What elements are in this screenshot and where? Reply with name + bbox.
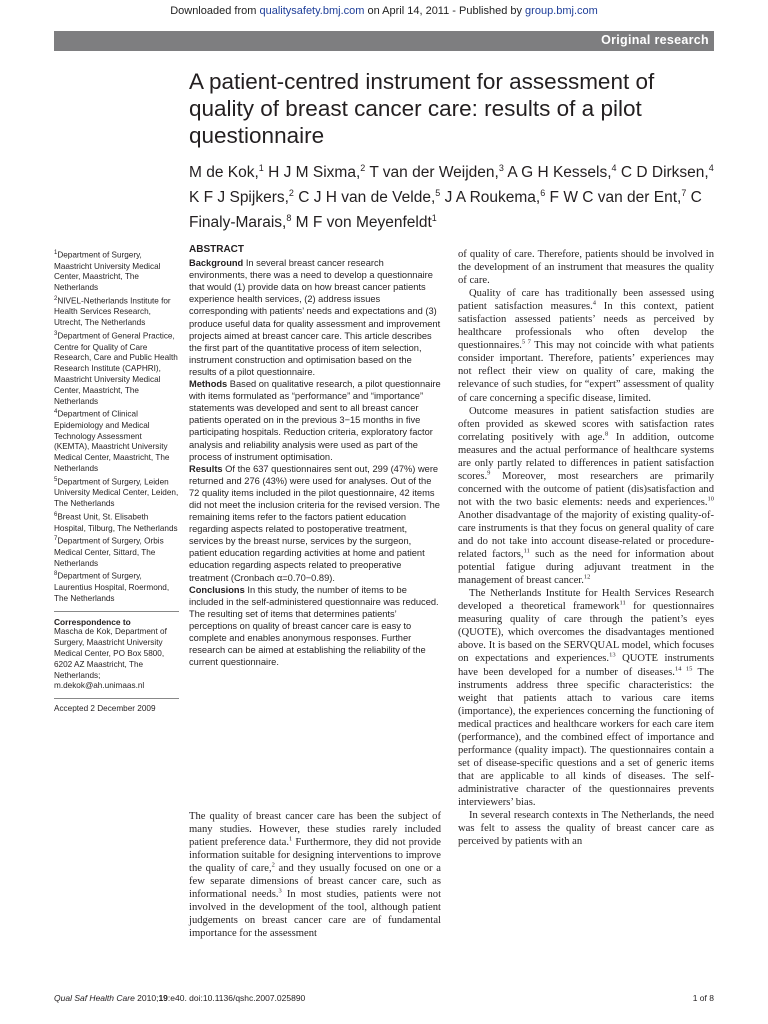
affiliation-number: 4	[54, 409, 58, 416]
body-text-segment: In most studies, patients were not involved in the development of the tool, although patient judgements on breast cancer care are of fundamental importance for the assessment	[189, 889, 442, 940]
reference-citation: 9	[487, 469, 491, 477]
reference-citation: 3	[278, 887, 282, 895]
body-text-segment: Moreover, most researchers are primarily concerned with the outcome of patient (dis)satisfaction and not with the two basic elements: needs and experiences.	[458, 470, 714, 508]
body-paragraph	[458, 248, 714, 287]
affiliation-item	[54, 510, 179, 534]
abstract-section	[189, 584, 441, 669]
download-group-link[interactable]: group.bmj.com	[525, 5, 598, 17]
author-affiliation-number: 8	[286, 213, 292, 224]
abstract-section-text: In several breast cancer research environments, there was a need to develop a questionnaire that would (1) provide data on how breast cancer patients experience health services, (2) address issues corresponding with patients’ needs and expectations and (3) produce useful data for quality assessment and improvement projects aimed at breast cancer care. This article describes the first part of the quantitative process of item selection, instrument construction and optimisation based on the results of a pilot questionnaire.	[189, 258, 441, 377]
affiliation-number: 1	[54, 250, 58, 256]
footer-citation	[54, 993, 305, 1003]
divider	[54, 611, 179, 612]
affiliation-item	[54, 407, 179, 475]
author-name: H J M Sixma,	[268, 164, 361, 182]
footer-journal: Qual Saf Health Care	[54, 993, 135, 1003]
body-paragraph	[458, 587, 714, 809]
affiliation-text: Department of Surgery, Laurentius Hospital, Roermond, The Netherlands	[54, 572, 170, 603]
abstract-section	[189, 378, 441, 463]
divider	[54, 698, 179, 699]
affiliation-number: 8	[54, 571, 58, 578]
body-text-segment: and they usually focused on one or a few separate dimensions of breast cancer care, such as informational needs.	[189, 863, 441, 901]
author-affiliation-number: 1	[258, 163, 264, 173]
footer-year: 2010;	[134, 993, 159, 1003]
affiliation-number: 7	[54, 536, 58, 543]
reference-citation: 13	[609, 651, 616, 659]
article-title: A patient-centred instrument for assessment of quality of breast cancer care: results of a pilot questionnaire	[189, 69, 655, 148]
author-affiliation-number: 3	[498, 163, 504, 173]
body-paragraph	[458, 405, 714, 588]
body-text-segment: The Netherlands Institute for Health Services Research developed a theoretical framework	[458, 588, 714, 613]
affiliations-column	[54, 248, 179, 715]
body-text-segment: In addition, outcome measures and the actual performance of healthcare systems are only partly related to differences in patient satisfaction scores.	[458, 431, 714, 482]
author-affiliation-number: 7	[681, 188, 687, 199]
body-text-right	[458, 248, 714, 848]
reference-citation: 11	[523, 547, 530, 555]
author-affiliation-number: 4	[708, 163, 714, 173]
author-affiliation-number: 2	[288, 188, 294, 199]
affiliation-number: 6	[54, 512, 58, 518]
abstract-section-text: In this study, the number of items to be included in the self-administered questionnaire was reduced. The resulting set of items that determines patients’ perceptions on quality of breast cancer care is easy to complete and enables anonymous responses. Further research can be aimed at establishing the reliability of the current questionnaire.	[189, 584, 439, 668]
abstract-section	[189, 463, 441, 584]
author-name: C D Dirksen,	[620, 164, 709, 182]
body-paragraph	[458, 809, 714, 848]
author-affiliation-number: 2	[360, 163, 366, 173]
reference-citation: 2	[271, 861, 275, 869]
author-name: C Finaly-Marais,	[189, 189, 702, 232]
author-affiliation-number: 6	[540, 188, 546, 199]
body-text-segment: of quality of care. Therefore, patients should be involved in the development of an instrument that measures the quality of care.	[458, 249, 714, 287]
correspondence-heading: Correspondence to	[54, 616, 131, 627]
body-text-segment: QUOTE instruments have been developed for a number of diseases.	[458, 653, 714, 678]
section-label: Original research	[601, 33, 709, 47]
reference-citation: 11	[619, 599, 626, 607]
body-text-segment: Outcome measures in patient satisfaction studies are often provided as skewed scores with satisfaction rates correlating positively with age.	[458, 405, 714, 443]
author-affiliation-number: 4	[611, 163, 617, 173]
affiliation-text: Department of General Practice, Centre for Quality of Care Research, Care and Public Health Research Institute (CAPHRI), Maastricht University Medical Center, Maastricht, The Netherlands	[54, 331, 178, 406]
body-paragraph	[189, 810, 441, 940]
abstract-section	[189, 257, 441, 378]
abstract-section-label: Conclusions	[189, 584, 245, 595]
author-name: J A Roukema,	[444, 189, 541, 207]
abstract-heading: ABSTRACT	[189, 244, 244, 255]
affiliation-text: Department of Surgery, Maastricht University Medical Center, Maastricht, The Netherlands	[54, 250, 161, 293]
author-name: T van der Weijden,	[369, 164, 499, 182]
author-affiliation-number: 1	[431, 213, 437, 224]
body-text-segment: The quality of breast cancer care has been the subject of many studies. However, these studies rarely included patient preference data.	[189, 811, 441, 849]
body-text-left	[189, 810, 441, 940]
reference-citation: 10	[707, 495, 714, 503]
affiliation-item	[54, 329, 179, 407]
affiliation-text: Department of Surgery, Leiden University Medical Center, Leiden, The Netherlands	[54, 477, 179, 509]
download-site-link[interactable]: qualitysafety.bmj.com	[259, 5, 365, 17]
author-affiliation-number: 5	[435, 188, 441, 199]
download-middle: on April 14, 2011 - Published by	[364, 5, 526, 17]
body-text-segment: Quality of care has traditionally been assessed using patient satisfaction measures.	[458, 288, 714, 313]
abstract-sections	[189, 257, 441, 668]
affiliation-text: Breast Unit, St. Elisabeth Hospital, Tilburg, The Netherlands	[54, 512, 178, 533]
body-text-segment: This may not coincide with what patients consider important. Therefore, patients’ experiences may not reflect their view on quality of care, making the relevance of such studies, for “expert” assessment of quality of care concerning a specific disease, limited.	[458, 340, 715, 404]
affiliation-item	[54, 534, 179, 569]
body-text-segment: In several research contexts in The Netherlands, the need was felt to assess the quality of breast cancer care as perceived by patients with an	[458, 810, 714, 848]
abstract-section-text: Of the 637 questionnaires sent out, 299 (47%) were returned and 276 (43%) were used for analyses. Out of the 72 quality items included in the pilot questionnaire, 42 items did not meet the inclusion criteria for the revised version. The remaining items refer to the factors patient education regarding aspects related to postoperative treatment, services by the breast nurse, services by the surgeon, patient education regarding activities at home and patient education regarding aspects related to preoperative treatment (Cronbach α=0.70−0.89).	[189, 463, 440, 583]
reference-citation: 4	[592, 299, 596, 307]
footer-doi: :e40. doi:10.1136/qshc.2007.025890	[167, 993, 306, 1003]
body-text-segment: In this context, patient satisfaction assessed patients’ needs as perceived by healthcare professionals who often develop the questionnaires.	[458, 301, 714, 352]
download-prefix: Downloaded from	[170, 5, 260, 17]
body-text-segment: Furthermore, they did not provide information suitable for designing interventions to improve the quality of care,	[189, 837, 441, 875]
body-paragraph	[458, 287, 714, 404]
section-band	[54, 31, 714, 51]
body-text-segment: Another disadvantage of the majority of existing quality-of-care instruments is that they focus on general quality of care and do not take into account disease-related or procedure-related factors,	[458, 509, 714, 561]
affiliation-item	[54, 569, 179, 604]
reference-citation: 12	[583, 573, 591, 581]
author-name: A G H Kessels,	[507, 164, 612, 182]
affiliation-list	[54, 248, 179, 605]
reference-citation: 8	[604, 430, 609, 438]
affiliation-item	[54, 475, 179, 510]
abstract	[189, 244, 441, 668]
author-name: M de Kok,	[189, 164, 259, 182]
accepted-date: Accepted 2 December 2009	[54, 704, 156, 714]
author-name: C J H van de Velde,	[298, 189, 436, 207]
abstract-section-label: Background	[189, 258, 244, 269]
body-text-segment: such as the need for information about potential fatigue during adjuvant treatment in the management of breast cancer.	[458, 549, 714, 587]
download-banner	[0, 5, 768, 17]
body-text-segment: for questionnaires measuring quality of care through the patient’s eyes (QUOTE), which overcomes the disadvantages mentioned above. It is based on the SERVQUAL model, which focuses on expectations and experiences.	[458, 601, 715, 665]
abstract-section-label: Methods	[189, 379, 228, 390]
abstract-section-label: Results	[189, 463, 223, 474]
affiliation-item	[54, 294, 179, 329]
reference-citation: 14 15	[674, 664, 693, 672]
reference-citation: 1	[289, 835, 293, 843]
footer-page-number: 1 of 8	[692, 993, 714, 1003]
affiliation-item	[54, 248, 179, 294]
affiliation-number: 5	[54, 476, 58, 483]
author-name: F W C van der Ent,	[549, 189, 682, 207]
affiliation-text: Department of Clinical Epidemiology and Medical Technology Assessment (KEMTA), Maastricht University Medical Center, Maastricht, The Netherlands	[54, 410, 170, 474]
author-name: M F von Meyenfeldt	[295, 214, 432, 232]
affiliation-number: 3	[54, 331, 58, 338]
body-text-segment: The instruments address three specific characteristics: the weight that patients attach to various care items (importance), the experiences concerning the functioning of medical practices and healthcare workers for each care item (performance), and the combined effect of importance and performance (quality impact). The questionnaires contain a set of disease-specific questions and a set of generic items that are applicable to all kinds of diseases. The self-administrative character of the questionnaires prevents interviewers’ bias.	[458, 666, 715, 808]
affiliation-text: Department of Surgery, Orbis Medical Center, Sittard, The Netherlands	[54, 537, 164, 568]
footer-volume: 19	[158, 993, 168, 1003]
author-list	[189, 158, 719, 233]
reference-citation: 5 7	[521, 338, 531, 346]
affiliation-number: 2	[54, 295, 58, 302]
author-name: K F J Spijkers,	[189, 189, 289, 207]
abstract-section-text: Based on qualitative research, a pilot questionnaire with items formulated as “performance” and “importance” statements was developed and sent to all breast cancer patients operated on in the previous 3−15 months in five participating hospitals. Reduction criteria, exploratory factor analysis and reliability analysis were used as part of the process of instrument optimisation.	[189, 379, 441, 462]
affiliation-text: NIVEL-Netherlands Institute for Health Services Research, Utrecht, The Netherlands	[54, 296, 171, 328]
correspondence-text: Mascha de Kok, Department of Surgery, Maastricht University Medical Center, PO Box 5800, 6202 AZ Maastricht, The Netherlands; m.dekok@ah.unimaas.nl	[54, 627, 167, 691]
